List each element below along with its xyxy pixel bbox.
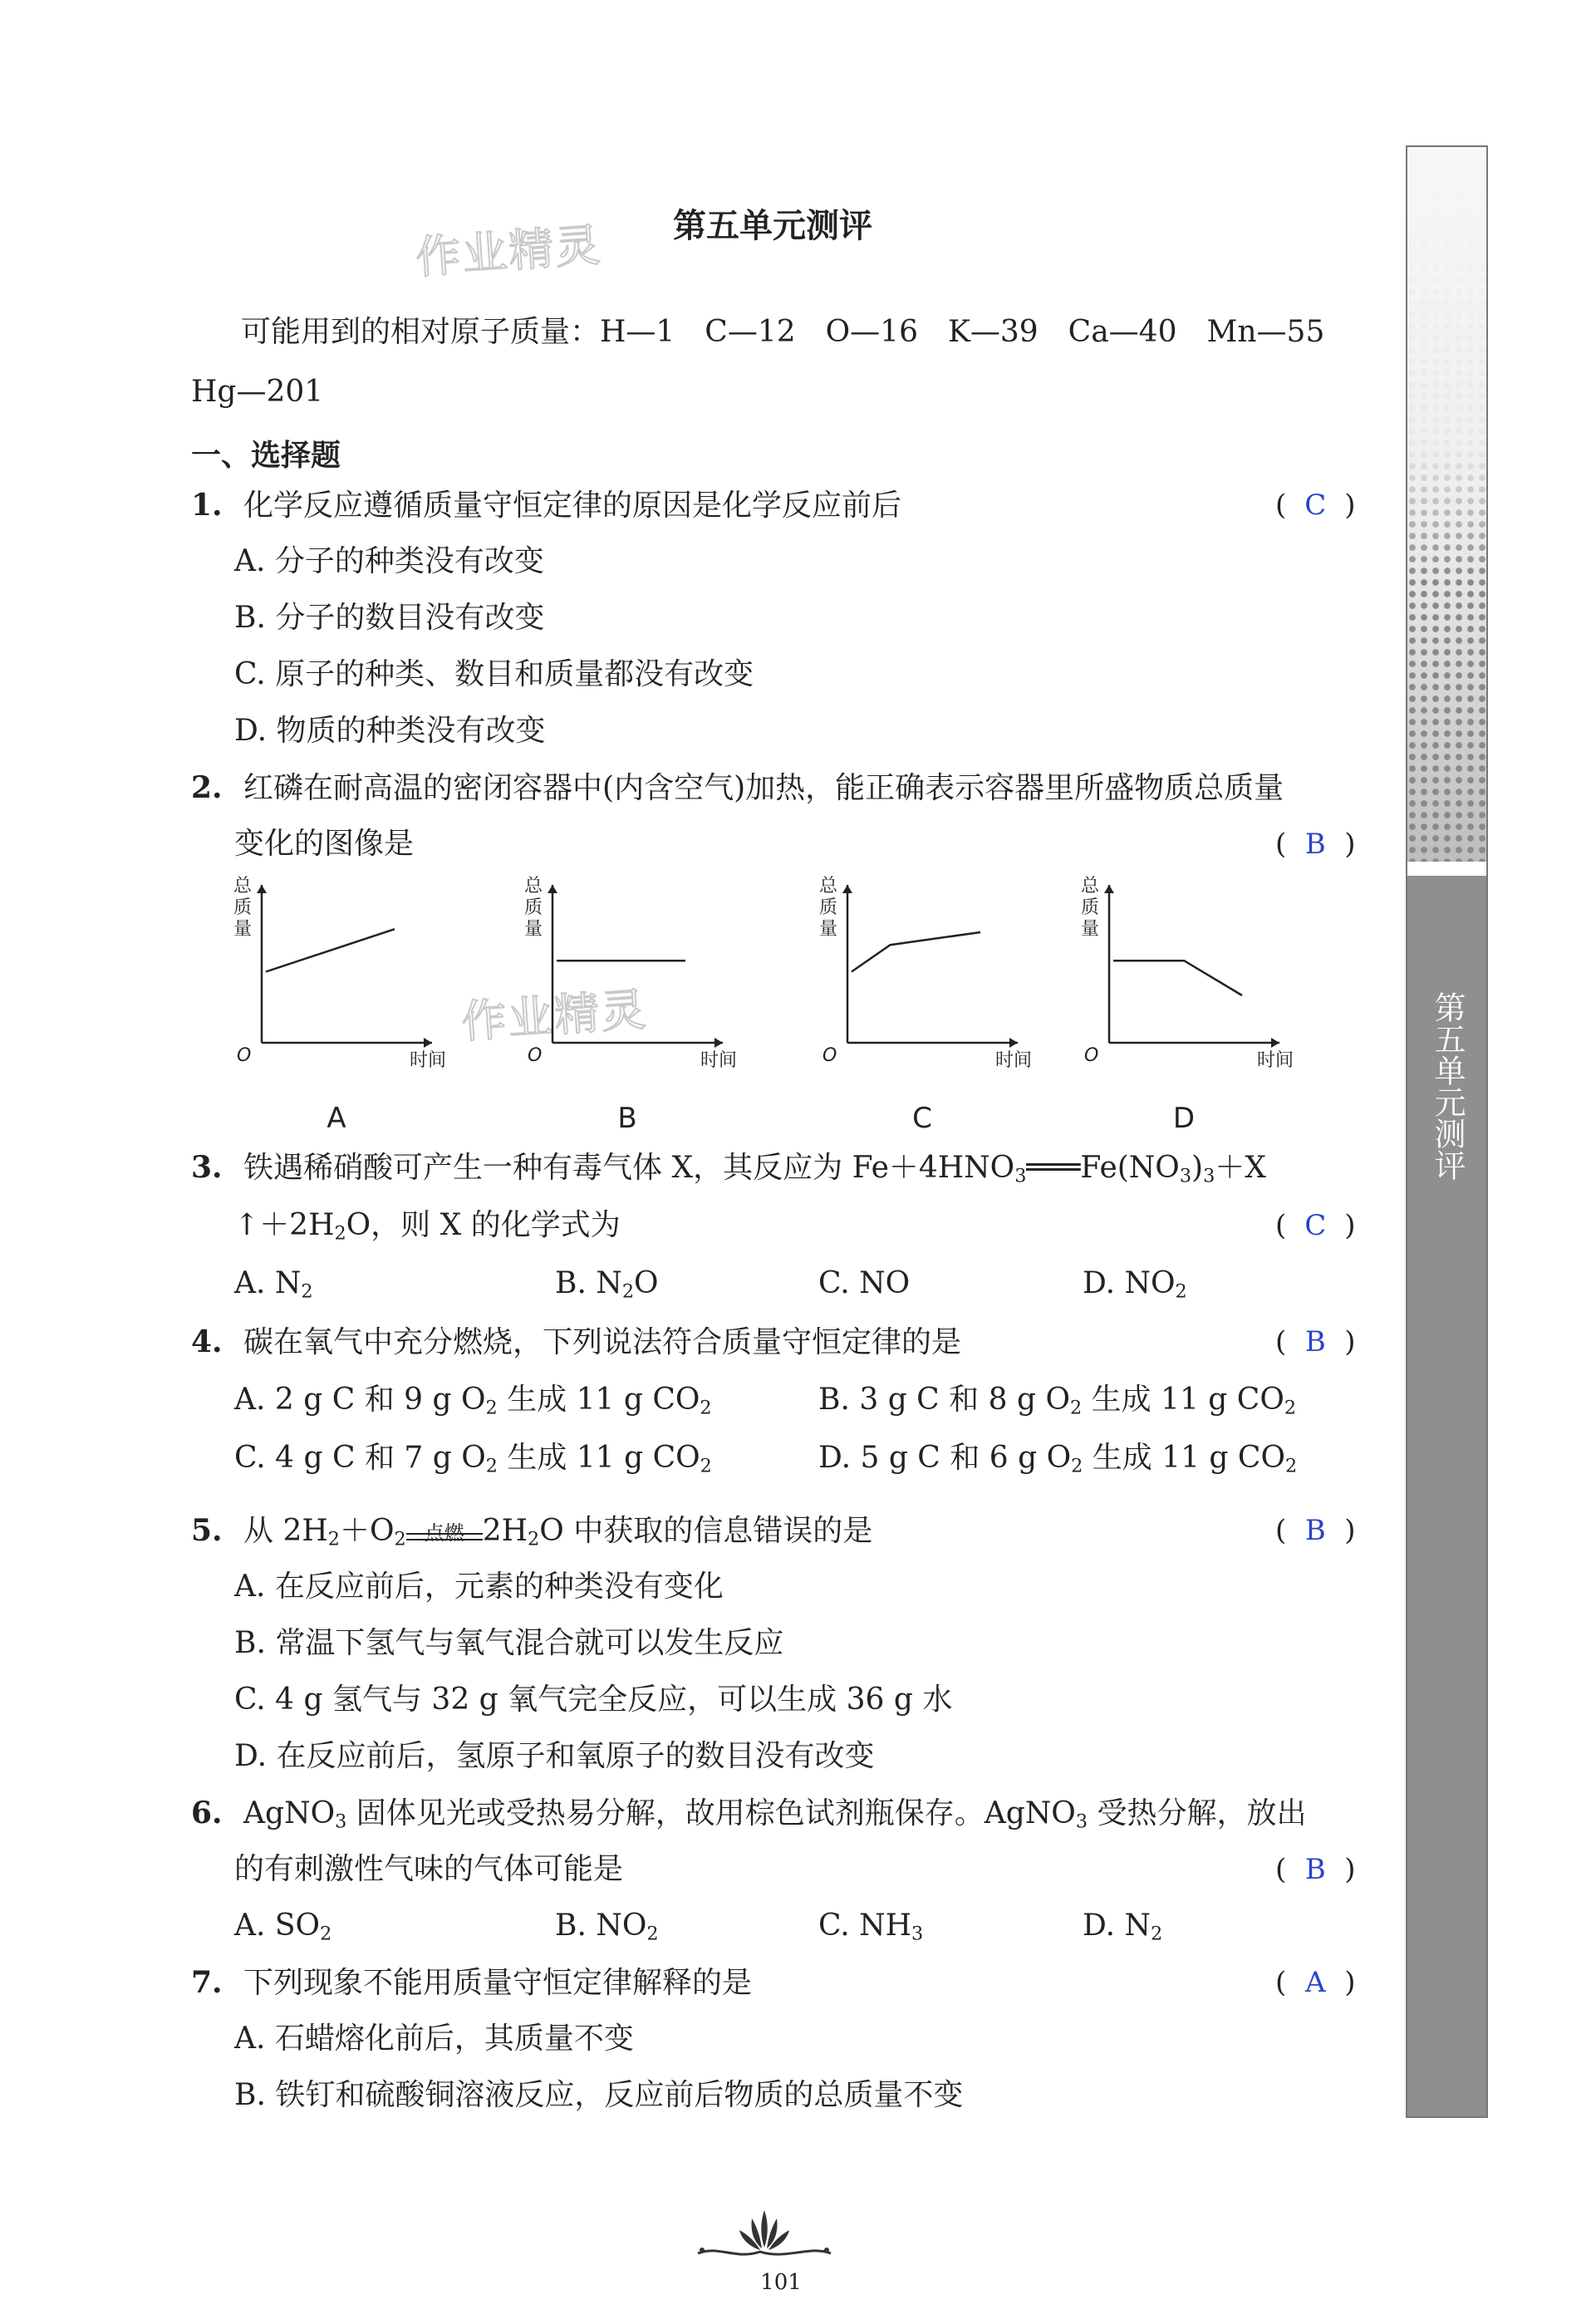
- answer-value: A: [1304, 1966, 1326, 1999]
- page-title: 第五单元测评: [673, 207, 872, 245]
- answer-bracket-q1: ( C ): [1275, 489, 1356, 522]
- option-b: B. $N_2O$: [555, 1266, 659, 1303]
- question-7-stem: [191, 1966, 752, 2000]
- option-b: B. 常温下氢气与氧气混合就可以发生反应: [234, 1626, 784, 1660]
- y-axis-label: 总: [233, 876, 253, 897]
- answer-value: B: [1304, 828, 1326, 861]
- question-number: 7.: [191, 1965, 223, 2000]
- option-b: B. 分子的数目没有改变: [234, 601, 545, 635]
- y-axis-label: 质: [819, 897, 838, 918]
- series-line: [266, 929, 395, 971]
- option-d: D. 物质的种类没有改变: [234, 714, 546, 748]
- option-a: A. 在反应前后，元素的种类没有变化: [234, 1570, 724, 1604]
- page-number: 101: [760, 2270, 802, 2295]
- question-text: 碳在氧气中充分燃烧，下列说法符合质量守恒定律的是: [243, 1325, 962, 1359]
- answer-bracket-q4: ( B ): [1275, 1325, 1356, 1359]
- graph-options: [216, 872, 1296, 1147]
- question-text: AgNO$_3$ 固体见光或受热易分解，故用棕色试剂瓶保存。AgNO$_3$ 受热分解，放出: [243, 1796, 1307, 1833]
- origin-label: O: [237, 1045, 252, 1066]
- y-axis-label: 质: [524, 897, 543, 918]
- question-3-stem: [191, 1151, 1266, 1185]
- option-b: B. 3 g C 和 8 g $O_2$ 生成 11 g $CO_2$: [818, 1383, 1297, 1419]
- answer-value: C: [1304, 489, 1327, 522]
- graph-option-label: D: [1172, 1102, 1196, 1135]
- question-6-stem-cont: 的有刺激性气味的气体可能是: [234, 1852, 624, 1886]
- answer-bracket-q6: ( B ): [1275, 1853, 1356, 1886]
- answer-value: C: [1304, 1209, 1327, 1242]
- option-b: B. 铁钉和硫酸铜溶液反应，反应前后物质的总质量不变: [234, 2078, 964, 2112]
- option-d: D. 在反应前后，氢原子和氧原子的数目没有改变: [234, 1739, 875, 1773]
- option-d: D. 5 g C 和 6 g $O_2$ 生成 11 g $CO_2$: [818, 1441, 1298, 1477]
- question-text: 从 $2H_2+O_2$ 点燃 $2H_2O$ 中获取的信息错误的是: [243, 1514, 873, 1550]
- option-a: A. 2 g C 和 9 g $O_2$ 生成 11 g $CO_2$: [234, 1383, 712, 1419]
- x-axis-arrow-icon: [714, 1038, 723, 1048]
- y-axis-label: 量: [1081, 919, 1100, 940]
- question-6-stem: [191, 1796, 1307, 1833]
- series-line: [1113, 961, 1242, 995]
- question-text: 红磷在耐高温的密闭容器中(内含空气)加热，能正确表示容器里所盛物质总质量: [243, 771, 1284, 805]
- x-axis-arrow-icon: [1271, 1038, 1279, 1048]
- answer-value: B: [1304, 1853, 1326, 1886]
- question-text: 化学反应遵循质量守恒定律的原因是化学反应前后: [243, 489, 902, 523]
- question-1-stem: [191, 489, 901, 523]
- atomic-masses-line-2: Hg—201: [191, 375, 324, 409]
- question-4-stem: [191, 1325, 961, 1359]
- answer-value: B: [1304, 1325, 1326, 1359]
- answer-bracket-q5: ( B ): [1275, 1514, 1356, 1547]
- x-axis-label: 时间: [995, 1050, 1033, 1071]
- option-c: C. 4 g C 和 7 g $O_2$ 生成 11 g $CO_2$: [234, 1441, 712, 1477]
- option-c: C. NO: [818, 1266, 911, 1300]
- question-text: 铁遇稀硝酸可产生一种有毒气体 X，其反应为 $Fe+4HNO_3═══Fe(NO_3)_3+X$: [243, 1151, 1266, 1187]
- question-number: 2.: [191, 770, 223, 805]
- y-axis-label: 量: [233, 919, 253, 940]
- option-c: C. 原子的种类、数目和质量都没有改变: [234, 657, 754, 691]
- question-number: 1.: [191, 488, 223, 523]
- option-c: C. 4 g 氢气与 32 g 氧气完全反应，可以生成 36 g 水: [234, 1683, 953, 1717]
- origin-label: O: [528, 1045, 543, 1066]
- origin-label: O: [823, 1045, 837, 1066]
- question-text: 下列现象不能用质量守恒定律解释的是: [243, 1966, 753, 2000]
- x-axis-arrow-icon: [1009, 1038, 1018, 1048]
- x-axis-label: 时间: [700, 1050, 738, 1071]
- graph-option-label: B: [617, 1102, 637, 1135]
- y-axis-label: 量: [819, 919, 838, 940]
- y-axis-label: 总: [1081, 876, 1100, 897]
- option-d: D. $N_2$: [1083, 1909, 1163, 1945]
- y-axis-arrow-icon: [842, 885, 852, 893]
- question-number: 4.: [191, 1324, 223, 1359]
- series-line: [852, 932, 980, 972]
- x-axis-arrow-icon: [424, 1038, 432, 1048]
- option-a: A. $SO_2$: [234, 1909, 332, 1945]
- y-axis-label: 总: [819, 876, 838, 897]
- option-b: B. $NO_2$: [555, 1909, 659, 1945]
- x-axis-label: 时间: [1257, 1050, 1294, 1071]
- question-number: 3.: [191, 1150, 223, 1185]
- answer-value: B: [1304, 1514, 1326, 1547]
- footer-ornament-icon: [694, 2202, 835, 2268]
- y-axis-label: 质: [1081, 897, 1100, 918]
- y-axis-label: 质: [233, 897, 253, 918]
- question-3-stem-cont: $↑+2H_2O$，则 X 的化学式为: [234, 1208, 621, 1245]
- graph-option-label: C: [912, 1102, 932, 1135]
- option-a: A. $N_2$: [234, 1266, 313, 1303]
- answer-bracket-q3: ( C ): [1275, 1209, 1356, 1242]
- sidebar-label: 第五单元测评: [1429, 991, 1466, 1181]
- y-axis-arrow-icon: [548, 885, 557, 893]
- question-5-stem: [191, 1514, 872, 1548]
- y-axis-label: 量: [524, 919, 543, 940]
- question-2-stem: [191, 771, 1284, 805]
- sidebar-fade: [1407, 147, 1486, 579]
- atomic-masses-line-1: 可能用到的相对原子质量：H—1 C—12 O—16 K—39 Ca—40 Mn—55: [241, 315, 1325, 349]
- option-c: C. $NH_3$: [818, 1909, 924, 1945]
- x-axis-label: 时间: [410, 1050, 447, 1071]
- question-number: 6.: [191, 1796, 223, 1830]
- graph-option-label: A: [327, 1102, 346, 1135]
- watermark: 作业精灵: [414, 219, 604, 284]
- chapter-sidebar: [1406, 145, 1488, 2118]
- origin-label: O: [1084, 1045, 1099, 1066]
- question-number: 5.: [191, 1513, 223, 1548]
- y-axis-label: 总: [524, 876, 543, 897]
- question-2-stem-cont: 变化的图像是: [234, 827, 415, 861]
- answer-bracket-q2: ( B ): [1275, 828, 1356, 861]
- y-axis-arrow-icon: [257, 885, 267, 893]
- y-axis-arrow-icon: [1104, 885, 1114, 893]
- option-a: A. 分子的种类没有改变: [234, 544, 544, 578]
- watermark: 作业精灵: [459, 983, 650, 1049]
- answer-bracket-q7: ( A ): [1275, 1966, 1356, 1999]
- option-d: D. $NO_2$: [1083, 1266, 1187, 1303]
- section-title: 一、选择题: [191, 439, 341, 473]
- option-a: A. 石蜡熔化前后，其质量不变: [234, 2022, 634, 2056]
